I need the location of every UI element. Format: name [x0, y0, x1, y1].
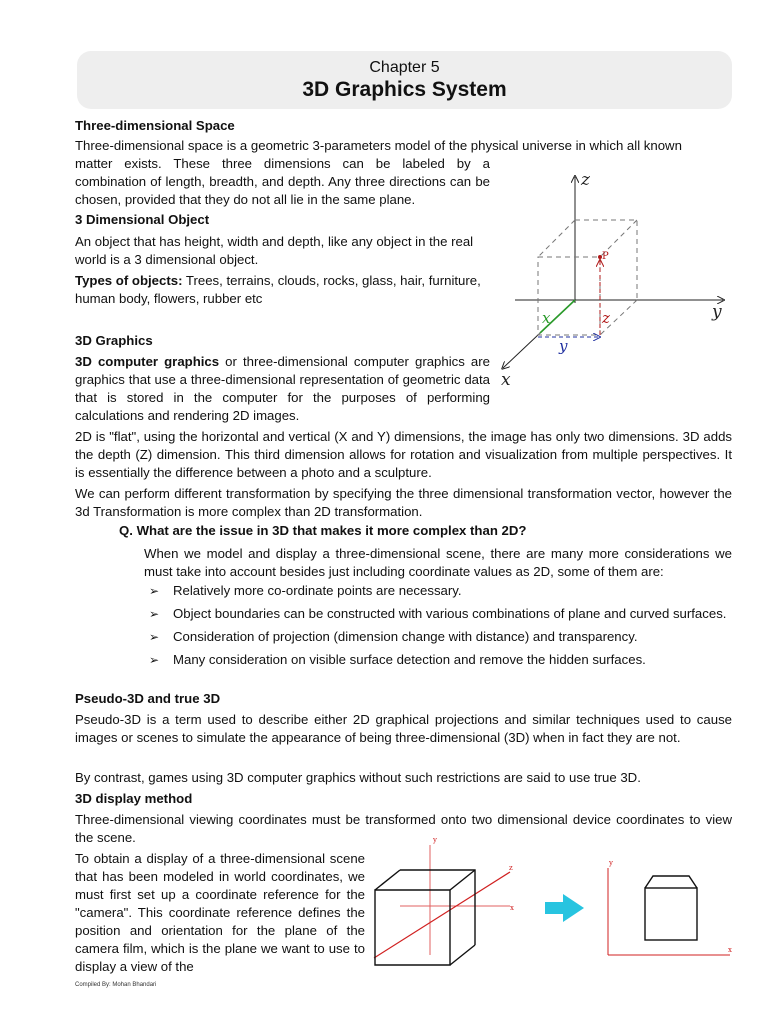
true-3d-paragraph: By contrast, games using 3D computer graphics without such restrictions are said to use true 3D.: [75, 770, 641, 785]
dashed-cube: [538, 220, 637, 335]
two-d-vs-three-d-paragraph: 2D is "flat", using the horizontal and vertical (X and Y) dimensions, the image has only two dimensions. 3D adds the depth (Z) dimension. This third dimension allows for rotation and visualization from multiple perspectives. It is essentially the difference between a photo and a sculpture.: [75, 429, 732, 480]
heading-three-dimensional-space: Three-dimensional Space: [75, 118, 235, 133]
three-d-space-line1: Three-dimensional space is a geometric 3-parameters model of the physical universe in which all known: [75, 138, 682, 153]
display-method-figure: [370, 830, 735, 970]
x-axis-label: x: [501, 370, 511, 390]
transform-arrow-icon: [545, 894, 584, 922]
three-d-space-paragraph: matter exists. These three dimensions can be labeled by a combination of length, breadth, and depth. Any three directions can be chosen, provided that they do not all lie in the same plane.: [75, 156, 490, 207]
types-of-objects: [75, 272, 485, 308]
y-axis-label: y: [712, 302, 722, 322]
list-item: ➢ Relatively more co-ordinate points are necessary.: [149, 583, 462, 598]
right-x-label: x: [728, 946, 732, 954]
list-item: ➢ Many consideration on visible surface detection and remove the hidden surfaces.: [149, 652, 646, 667]
left-z-label: z: [509, 864, 513, 872]
arrow-bullet-icon: ➢: [149, 607, 160, 621]
x-component-label: x: [542, 309, 551, 327]
footer-credit: Compiled By: Mohan Bhandari: [75, 982, 157, 988]
transformation-paragraph: We can perform different transformation by specifying the three dimensional transformation vector, however the 3d Transformation is more complex than 2D transformation.: [75, 486, 732, 519]
arrow-bullet-icon: ➢: [149, 653, 160, 667]
chapter-header: [77, 51, 732, 109]
chapter-number: Chapter 5: [369, 59, 440, 76]
types-text: Trees, terrains, clouds, rocks, glass, hair, furniture, human body, flowers, rubber etc: [75, 273, 481, 306]
question-intro: When we model and display a three-dimensional scene, there are many more considerations we must take into account besides just including coordinate values as 2D, some of them are:: [144, 546, 732, 579]
display-paragraph-2: To obtain a display of a three-dimensional scene that has been modeled in world coordinates, we must first set up a coordinate reference for the "camera". This coordinate reference defines the position and orientation for the plane of the camera film, which is the plane we want to use to display a view of the: [75, 851, 365, 974]
left-z-axis: [374, 872, 510, 958]
three-d-graphics-lead: 3D computer graphics: [75, 354, 220, 369]
heading-3d-graphics: 3D Graphics: [75, 333, 153, 348]
pseudo-3d-paragraph: Pseudo-3D is a term used to describe either 2D graphical projections and similar techniques used to cause images or scenes to simulate the appearance of being three-dimensional (3D) when in fact they are not.: [75, 712, 732, 745]
z-axis-label: z: [581, 170, 590, 190]
point-p-label: P: [602, 251, 609, 262]
list-item: ➢ Object boundaries can be constructed with various combinations of plane and curved surfaces.: [149, 606, 727, 621]
left-y-label: y: [433, 836, 437, 844]
question-heading: Q. What are the issue in 3D that makes it more complex than 2D?: [119, 523, 527, 538]
y-component-label: y: [559, 337, 568, 355]
wireframe-cube: [375, 870, 475, 965]
issues-list: [144, 582, 732, 674]
left-x-label: x: [510, 904, 514, 912]
three-d-graphics-paragraph: [75, 353, 490, 425]
heading-pseudo-3d: Pseudo-3D and true 3D: [75, 691, 221, 706]
three-d-graphics-text: or three-dimensional computer graphics are graphics that use a three-dimensional representation of geometric data that is stored in the computer for the purposes of performing calculations and rendering 2D images.: [75, 354, 490, 423]
list-item: ➢ Consideration of projection (dimension change with distance) and transparency.: [149, 629, 638, 644]
heading-3d-object: 3 Dimensional Object: [75, 212, 210, 227]
coordinate-system-figure: [495, 165, 735, 395]
display-paragraph-1: Three-dimensional viewing coordinates must be transformed onto two dimensional device coordinates to view the scene.: [75, 812, 732, 845]
heading-3d-display-method: 3D display method: [75, 791, 193, 806]
three-d-object-paragraph: An object that has height, width and depth, like any object in the real world is a 3 dimensional object.: [75, 234, 474, 267]
arrow-bullet-icon: ➢: [149, 630, 160, 644]
projected-cube: [645, 876, 697, 940]
chapter-title: 3D Graphics System: [302, 78, 507, 101]
arrow-bullet-icon: ➢: [149, 584, 160, 598]
z-component-label: z: [602, 309, 610, 327]
right-y-label: y: [609, 859, 613, 867]
types-label: Types of objects:: [75, 273, 183, 288]
